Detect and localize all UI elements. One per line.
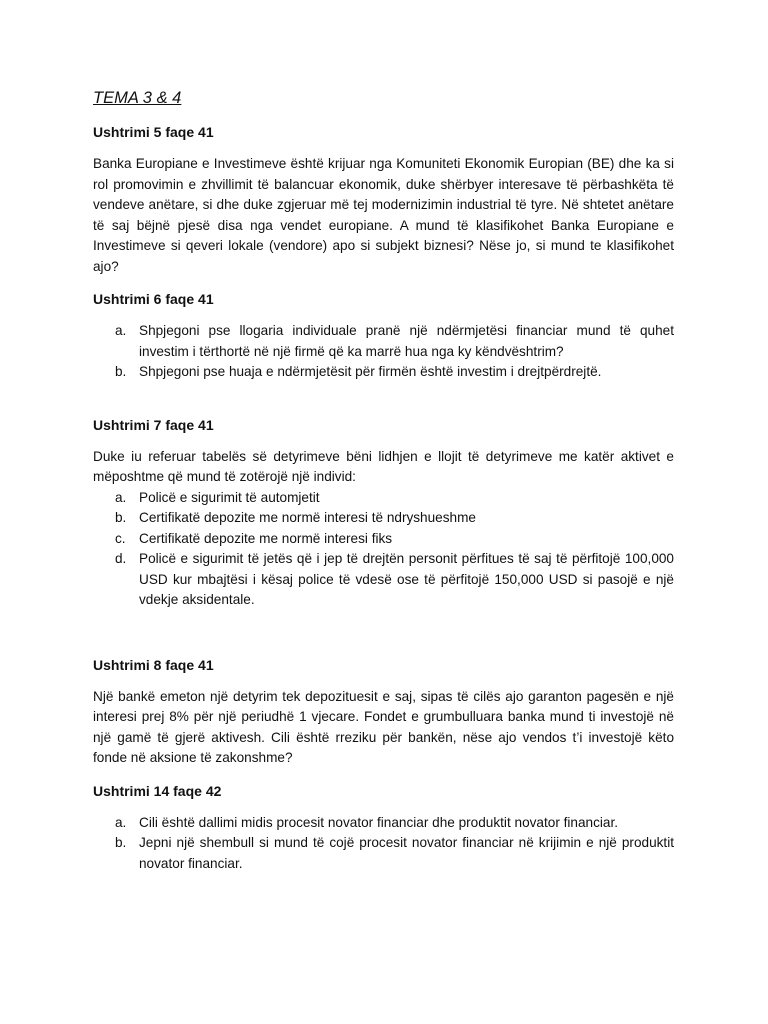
list-marker: a. [115, 489, 127, 505]
list-item [93, 488, 674, 509]
list-ushtrimi-6 [93, 321, 674, 383]
page-title: TEMA 3 & 4 [93, 89, 182, 107]
list-marker: d. [115, 551, 127, 566]
list-item [93, 833, 674, 874]
list-ushtrimi-14 [93, 813, 674, 875]
list-item-text: Cili është dallimi midis procesit novator financiar dhe produktit novator financiar. [139, 814, 619, 830]
section-heading-ushtrimi-7: Ushtrimi 7 faqe 41 [93, 416, 214, 433]
document-content [93, 86, 674, 886]
list-item [93, 362, 674, 383]
list-item-text: Certifikatë depozite me normë interesi të ndryshueshme [139, 510, 476, 525]
list-marker: a. [115, 814, 127, 830]
list-marker: b. [115, 364, 127, 379]
spacer [93, 623, 674, 655]
list-ushtrimi-7 [93, 488, 674, 611]
list-item-text: Policë e sigurimit të automjetit [139, 489, 320, 505]
section-heading-ushtrimi-6: Ushtrimi 6 faqe 41 [93, 291, 214, 307]
section-paragraph-ushtrimi-7: Duke iu referuar tabelës së detyrimeve bëni lidhjen e llojit të detyrimeve me katër aktivet e mëposhtme që mund të zotërojë një individ: [93, 448, 674, 484]
section-heading-ushtrimi-5: Ushtrimi 5 faqe 41 [93, 124, 214, 140]
list-item-text: Jepni një shembull si mund të cojë procesit novator financiar në krijimin e një produktit novator financiar. [139, 835, 674, 871]
list-marker: b. [115, 510, 127, 525]
list-item [93, 508, 674, 529]
section-paragraph-ushtrimi-8: Një bankë emeton një detyrim tek depozituesit e saj, sipas të cilës ajo garanton pagesën e një interesi prej 8% për një periudhë 1 vjecare. Fondet e grumbulluara banka mund ti investojë në një gamë të gjerë aktivesh. Cili është rreziku për bankën, nëse ajo vendos t’i investojë këto fonde në aksione të zakonshme? [93, 688, 674, 765]
list-marker: a. [115, 323, 127, 338]
list-item [93, 529, 674, 550]
list-item [93, 321, 674, 362]
spacer [93, 395, 674, 415]
section-heading-ushtrimi-14: Ushtrimi 14 faqe 42 [93, 782, 222, 799]
list-item [93, 549, 674, 611]
list-marker: c. [115, 530, 126, 546]
list-item-text: Certifikatë depozite me normë interesi fiks [139, 530, 393, 546]
list-item-text: Shpjegoni pse huaja e ndërmjetësit për firmën është investim i drejtpërdrejtë. [139, 364, 602, 379]
section-paragraph-ushtrimi-5: Banka Europiane e Investimeve është krijuar nga Komuniteti Ekonomik Europian (BE) dhe ka si rol promovimin e zhvillimit të balancuar ekonomik, duke shërbyer interesave të përbashkëta të vendeve anëtare, si dhe duke zgjeruar më tej modernizimin industrial të tyre. Në shtetet anëtare të saj bëjnë pjesë disa nga vendet europiane. A mund të klasifikohet Banka Europiane e Investimeve si qeveri lokale (vendore) apo si subjekt biznesi? Nëse jo, si mund te klasifikohet ajo? [93, 156, 674, 274]
list-item [93, 813, 674, 834]
list-marker: b. [115, 835, 127, 850]
list-item-text: Shpjegoni pse llogaria individuale pranë një ndërmjetësi financiar mund të quhet investim i tërthortë në një firmë që ka marrë hua nga ky këndvështrim? [139, 323, 674, 359]
section-heading-ushtrimi-8: Ushtrimi 8 faqe 41 [93, 656, 214, 673]
list-item-text: Policë e sigurimit të jetës që i jep të drejtën personit përfitues të saj të përfitojë 100,000 USD kur mbajtësi i kësaj police të vdesë ose të përfitojë 150,000 USD si pasojë e një vdekje aksidentale. [139, 551, 674, 607]
